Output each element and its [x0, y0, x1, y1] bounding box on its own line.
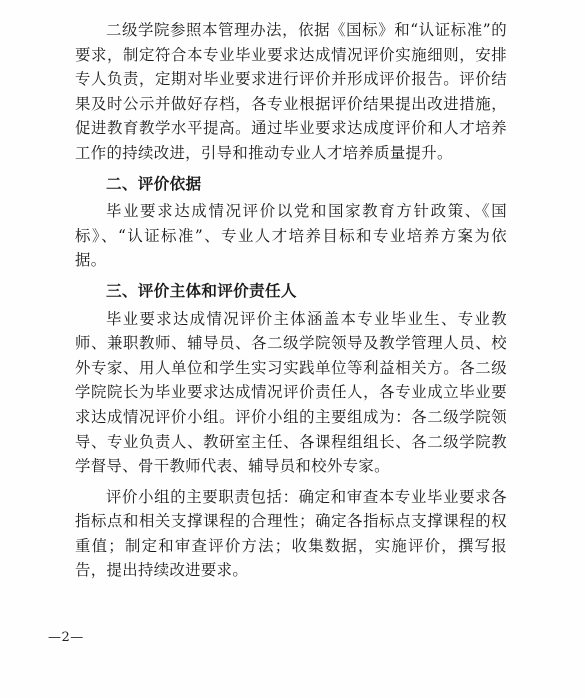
paragraph-evaluation-basis: 毕业要求达成情况评价以党和国家教育方针政策、《国标》、“认证标准”、专业人才培养目标和专业培养方案为依据。 — [75, 202, 507, 270]
heading-evaluation-basis: 二、评价依据 — [106, 173, 202, 193]
page-number: —2— — [48, 630, 84, 645]
paragraph-group-duties: 评价小组的主要职责包括：确定和审查本专业毕业要求各指标点和相关支撑课程的合理性；确定各指标点支撑课程的权重值；制定和审查评价方法；收集数据，实施评价，撰写报告，提出持续改进要求。 — [75, 487, 507, 580]
paragraph-intro: 二级学院参照本管理办法，依据《国标》和“认证标准”的要求，制定符合本专业毕业要求达成情况评价实施细则，安排专人负责，定期对毕业要求进行评价并形成评价报告。评价结果及时公示并做好存档，各专业根据评价结果提出改进措施，促进教育教学水平提高。通过毕业要求达成度评价和人才培养工作的持续改进，引导和推动专业人才培养质量提升。 — [75, 21, 507, 162]
document-body — [75, 18, 507, 589]
heading-evaluation-subjects: 三、评价主体和评价责任人 — [106, 280, 297, 300]
paragraph-evaluation-subjects: 毕业要求达成情况评价主体涵盖本专业毕业生、专业教师、兼职教师、辅导员、各二级学院领导及教学管理人员、校外专家、用人单位和学生实习实践单位等利益相关方。各二级学院院长为毕业要求达成情况评价责任人，各专业成立毕业要求达成情况评价小组。评价小组的主要组成为：各二级学院领导、专业负责人、教研室主任、各课程组组长、各二级学院教学督导、骨干教师代表、辅导员和校外专家。 — [75, 309, 507, 476]
